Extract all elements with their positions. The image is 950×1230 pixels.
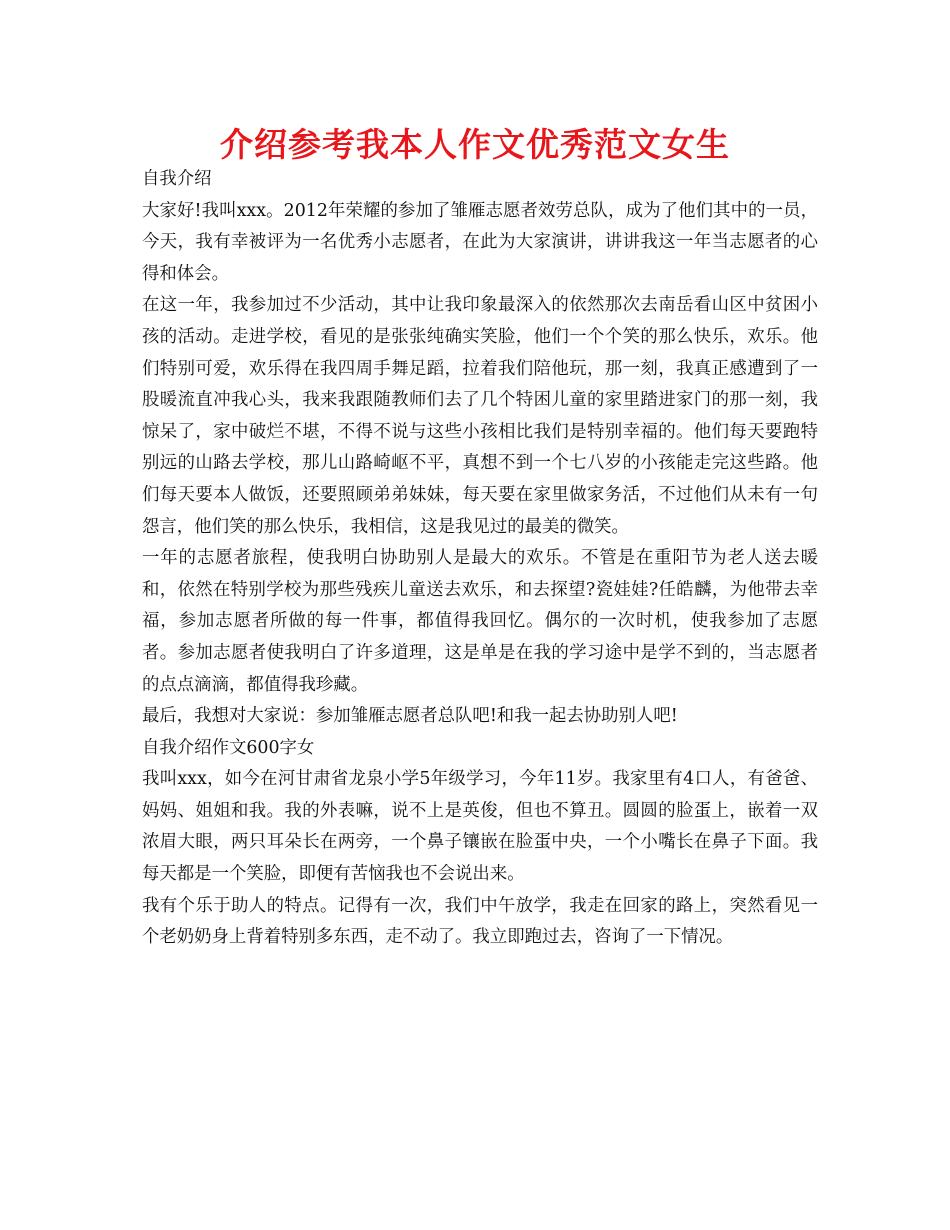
paragraph-closing: 最后，我想对大家说：参加雏雁志愿者总队吧!和我一起去协助别人吧! — [142, 706, 678, 727]
paragraph-family: 我叫xxx，如今在河甘肃省龙泉小学5年级学习，今年11岁。我家里有4口人，有爸爸、妈妈、姐姐和我。我的外表嘛，说不上是英俊，但也不算丑。圆圆的脸蛋上，嵌着一双浓眉大眼，两只耳朵长在两旁，一个鼻子镶嵌在脸蛋中央，一个小嘴长在鼻子下面。我每天都是一个笑脸，即便有苦恼我也不会说出来。 — [142, 769, 818, 885]
paragraph-activity: 在这一年，我参加过不少活动，其中让我印象最深入的依然那次去南岳看山区中贫困小孩的活动。走进学校，看见的是张张纯确实笑脸，他们一个个笑的那么快乐，欢乐。他们特别可爱，欢乐得在我四周手舞足蹈，拉着我们陪他玩，那一刻，我真正感遭到了一股暖流直冲我心头，我来我跟随教师们去了几个特困儿童的家里踏进家门的那一刻，我惊呆了，家中破烂不堪，不得不说与这些小孩相比我们是特别幸福的。他们每天要跑特别远的山路去学校，那儿山路崎岖不平，真想不到一个七八岁的小孩能走完这些路。他们每天要本人做饭，还要照顾弟弟妹妹，每天要在家里做家务活，不过他们从未有一句怨言，他们笑的那么快乐，我相信，这是我见过的最美的微笑。 — [142, 295, 818, 537]
paragraph-helping: 我有个乐于助人的特点。记得有一次，我们中午放学，我走在回家的路上，突然看见一个老奶奶身上背着特别多东西，走不动了。我立即跑过去，咨询了一下情况。 — [142, 895, 818, 948]
document-title: 介绍参考我本人作文优秀范文女生 — [220, 125, 730, 164]
document-body — [142, 164, 818, 954]
section-heading-essay: 自我介绍作文600字女 — [142, 737, 315, 758]
paragraph-greeting: 大家好!我叫xxx。2012年荣耀的参加了雏雁志愿者效劳总队，成为了他们其中的一员，今天，我有幸被评为一名优秀小志愿者，在此为大家演讲，讲讲我这一年当志愿者的心得和体会。 — [142, 200, 818, 284]
paragraph-journey: 一年的志愿者旅程，使我明白协助别人是最大的欢乐。不管是在重阳节为老人送去暖和，依然在特别学校为那些残疾儿童送去欢乐，和去探望?瓷娃娃?任皓麟，为他带去幸福，参加志愿者所做的每一件事，都值得我回忆。偶尔的一次时机，使我参加了志愿者。参加志愿者使我明白了许多道理，这是单是在我的学习途中是学不到的，当志愿者的点点滴滴，都值得我珍藏。 — [142, 548, 818, 695]
section-heading-self-intro: 自我介绍 — [142, 169, 212, 189]
